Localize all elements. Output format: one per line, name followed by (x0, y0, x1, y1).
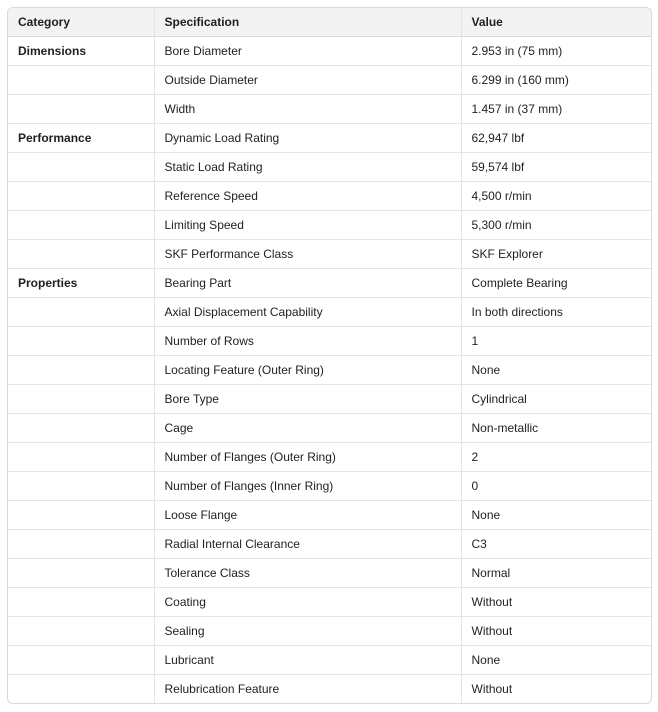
cell-category (8, 414, 154, 443)
cell-value: Without (471, 682, 513, 696)
table-row (8, 356, 651, 385)
cell-category (8, 327, 154, 356)
cell-category (8, 211, 154, 240)
table-row (8, 66, 651, 95)
cell-value: In both directions (461, 298, 651, 327)
cell-specification: Loose Flange (154, 501, 461, 530)
cell-category (8, 472, 154, 501)
cell-value: None (461, 501, 651, 530)
cell-value: 62,947 lbf (461, 124, 651, 153)
cell-category: Dimensions (8, 37, 154, 66)
cell-specification: SKF Performance Class (154, 240, 461, 269)
cell-specification: Dynamic Load Rating (154, 124, 461, 153)
cell-category (8, 675, 154, 704)
cell-specification: Reference Speed (154, 182, 461, 211)
cell-specification: Lubricant (154, 646, 461, 675)
cell-category (8, 356, 154, 385)
cell-specification: Number of Rows (154, 327, 461, 356)
cell-value: Cylindrical (461, 385, 651, 414)
table-row (8, 211, 651, 240)
cell-category (8, 501, 154, 530)
cell-specification: Bore Type (154, 385, 461, 414)
spec-table-container (7, 7, 652, 704)
cell-category (8, 298, 154, 327)
table-row (8, 588, 651, 617)
table-row (8, 327, 651, 356)
cell-value: 0 (461, 472, 651, 501)
header-row (8, 8, 651, 37)
cell-specification: Radial Internal Clearance (154, 530, 461, 559)
cell-specification: Static Load Rating (154, 153, 461, 182)
cell-category (8, 182, 154, 211)
table-row (8, 298, 651, 327)
cell-value: Complete Bearing (461, 269, 651, 298)
column-header-value: Value (461, 8, 651, 37)
cell-value: None (461, 646, 651, 675)
cell-category (8, 530, 154, 559)
cell-value: 59,574 lbf (461, 153, 651, 182)
table-row (8, 646, 651, 675)
cell-category (8, 66, 154, 95)
cell-value: Without (461, 617, 651, 646)
table-row (8, 501, 651, 530)
cell-value: Non-metallic (461, 414, 651, 443)
table-row (8, 414, 651, 443)
cell-specification: Cage (154, 414, 461, 443)
cell-specification: Outside Diameter (154, 66, 461, 95)
cell-category (8, 385, 154, 414)
column-header-category: Category (8, 8, 154, 37)
cell-specification: Coating (154, 588, 461, 617)
cell-category (8, 559, 154, 588)
cell-value: 6.299 in (160 mm) (461, 66, 651, 95)
cell-specification: Locating Feature (Outer Ring) (154, 356, 461, 385)
cell-specification: Number of Flanges (Outer Ring) (154, 443, 461, 472)
cell-value: 4,500 r/min (461, 182, 651, 211)
spec-table (8, 8, 651, 703)
cell-category (8, 443, 154, 472)
table-row (8, 559, 651, 588)
cell-category (8, 646, 154, 675)
cell-value: 1.457 in (37 mm) (461, 95, 651, 124)
cell-specification: Sealing (154, 617, 461, 646)
cell-specification: Width (154, 95, 461, 124)
table-row (8, 385, 651, 414)
table-body (8, 37, 651, 704)
table-row (8, 472, 651, 501)
table-row (8, 153, 651, 182)
cell-specification: Number of Flanges (Inner Ring) (154, 472, 461, 501)
cell-category (8, 617, 154, 646)
cell-category (8, 588, 154, 617)
table-row (8, 675, 651, 704)
cell-category (8, 153, 154, 182)
cell-value: SKF Explorer (461, 240, 651, 269)
column-header-specification: Specification (154, 8, 461, 37)
table-row (8, 124, 651, 153)
cell-category (8, 240, 154, 269)
cell-specification: Bore Diameter (154, 37, 461, 66)
cell-value: C3 (461, 530, 651, 559)
cell-value: Without (461, 588, 651, 617)
cell-category: Properties (8, 269, 154, 298)
cell-value: Normal (461, 559, 651, 588)
cell-specification: Tolerance Class (154, 559, 461, 588)
cell-specification: Relubrication Feature (154, 675, 461, 704)
cell-value: 2 (461, 443, 651, 472)
table-row (8, 269, 651, 298)
table-row (8, 37, 651, 66)
cell-value: 1 (461, 327, 651, 356)
table-row (8, 530, 651, 559)
cell-value: None (461, 356, 651, 385)
table-row (8, 443, 651, 472)
table-header (8, 8, 651, 37)
table-row (8, 182, 651, 211)
cell-category (8, 95, 154, 124)
cell-value: 2.953 in (75 mm) (461, 37, 651, 66)
cell-specification: Limiting Speed (154, 211, 461, 240)
cell-category: Performance (8, 124, 154, 153)
cell-specification: Bearing Part (154, 269, 461, 298)
cell-value: 5,300 r/min (461, 211, 651, 240)
table-row (8, 617, 651, 646)
table-row (8, 95, 651, 124)
table-row (8, 240, 651, 269)
cell-specification: Axial Displacement Capability (154, 298, 461, 327)
